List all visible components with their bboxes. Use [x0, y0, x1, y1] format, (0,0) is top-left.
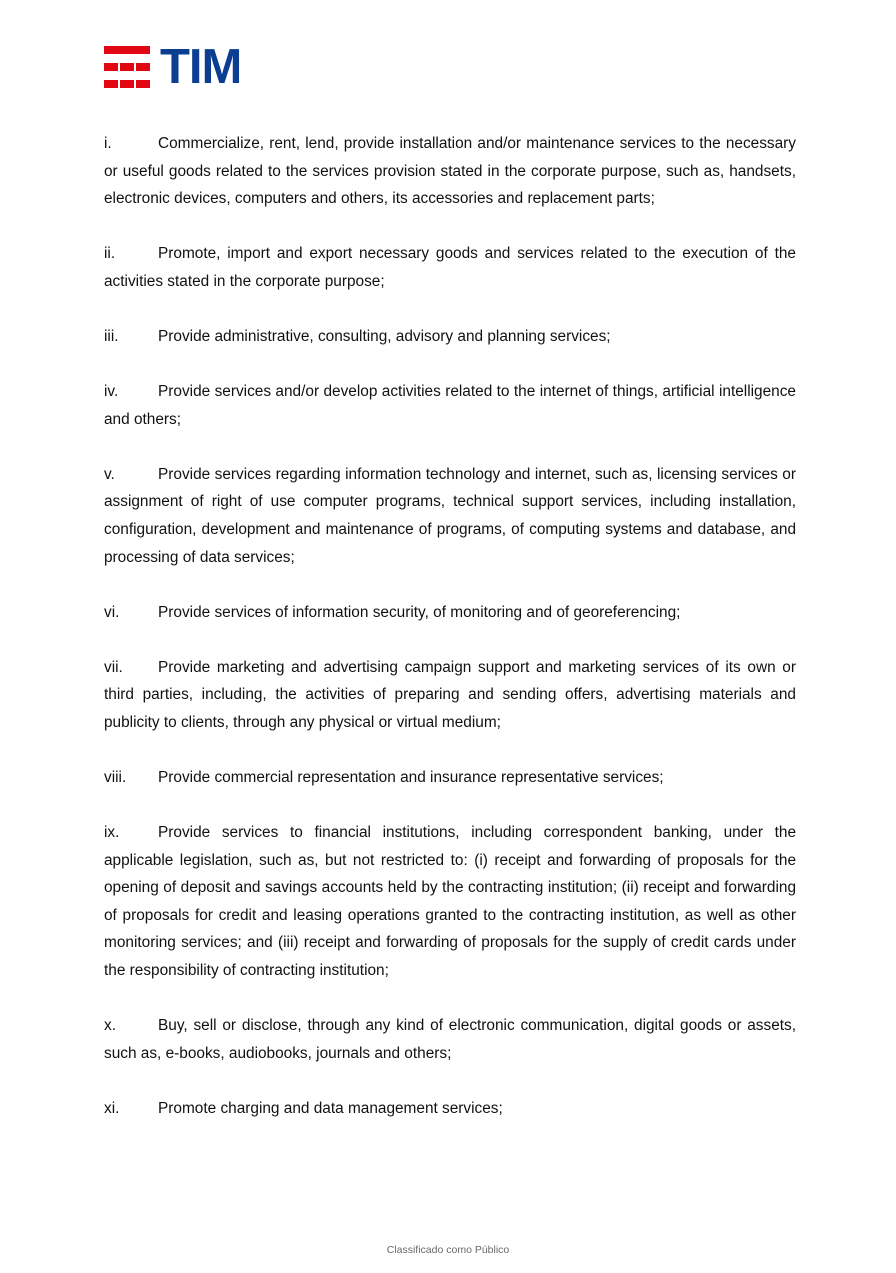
- item-text: Provide marketing and advertising campaign support and marketing services of its own or third parties, including, the activities of preparing and sending offers, advertising materials and publicity to clients, through any physical or virtual medium;: [104, 658, 796, 731]
- list-item: [104, 1012, 796, 1067]
- list-item: [104, 1095, 796, 1123]
- document-body: [104, 130, 796, 1150]
- item-number: iv.: [104, 383, 119, 401]
- list-item: [104, 654, 796, 737]
- classification-footer: Classificado como Público: [386, 1244, 510, 1256]
- item-number: ii.: [104, 245, 116, 263]
- list-item: [104, 461, 796, 571]
- list-item: [104, 599, 796, 627]
- item-text: Provide services to financial institutions, including correspondent banking, under the applicable legislation, such as, but not restricted to: (i) receipt and forwarding of proposals for the opening of deposit and savings accounts held by the contracting institution; (ii) receipt and forwarding of proposals for credit and leasing operations granted to the contracting institution, as well as other monitoring services; and (iii) receipt and forwarding of proposals for the supply of credit cards under the responsibility of contracting institution;: [104, 824, 796, 980]
- tim-logo-mark-icon: [104, 46, 150, 88]
- item-number: v.: [104, 465, 115, 483]
- item-text: Commercialize, rent, lend, provide installation and/or maintenance services to the necessary or useful goods related to the services provision stated in the corporate purpose, such as, handsets, electronic devices, computers and others, its accessories and replacement parts;: [104, 135, 796, 208]
- item-text: Promote, import and export necessary goods and services related to the execution of the activities stated in the corporate purpose;: [104, 245, 796, 290]
- list-item: [104, 764, 796, 792]
- item-number: iii.: [104, 327, 119, 345]
- item-text: Provide services and/or develop activities related to the internet of things, artificial intelligence and others;: [104, 383, 796, 428]
- item-number: i.: [104, 135, 112, 152]
- item-text: Promote charging and data management services;: [158, 1099, 503, 1117]
- list-item: [104, 240, 796, 295]
- logo-wordmark: TIM: [160, 40, 242, 94]
- list-item: [104, 130, 796, 213]
- item-number: xi.: [104, 1099, 120, 1117]
- list-item: [104, 323, 796, 351]
- list-item: [104, 378, 796, 433]
- item-text: Buy, sell or disclose, through any kind of electronic communication, digital goods or assets, such as, e-books, audiobooks, journals and others;: [104, 1017, 796, 1062]
- list-item: [104, 819, 796, 985]
- item-number: x.: [104, 1017, 116, 1035]
- item-number: ix.: [104, 824, 120, 842]
- item-text: Provide administrative, consulting, advisory and planning services;: [158, 327, 611, 345]
- item-text: Provide commercial representation and insurance representative services;: [158, 769, 664, 786]
- item-text: Provide services of information security, of monitoring and of georeferencing;: [158, 603, 681, 621]
- tim-logo: [104, 40, 242, 94]
- item-text: Provide services regarding information technology and internet, such as, licensing services or assignment of right of use computer programs, technical support services, including installation, configuration, development and maintenance of programs, of computing systems and database, and processing of data services;: [104, 465, 796, 566]
- item-number: vii.: [104, 658, 123, 676]
- item-number: vi.: [104, 603, 120, 621]
- item-number: viii.: [104, 769, 127, 786]
